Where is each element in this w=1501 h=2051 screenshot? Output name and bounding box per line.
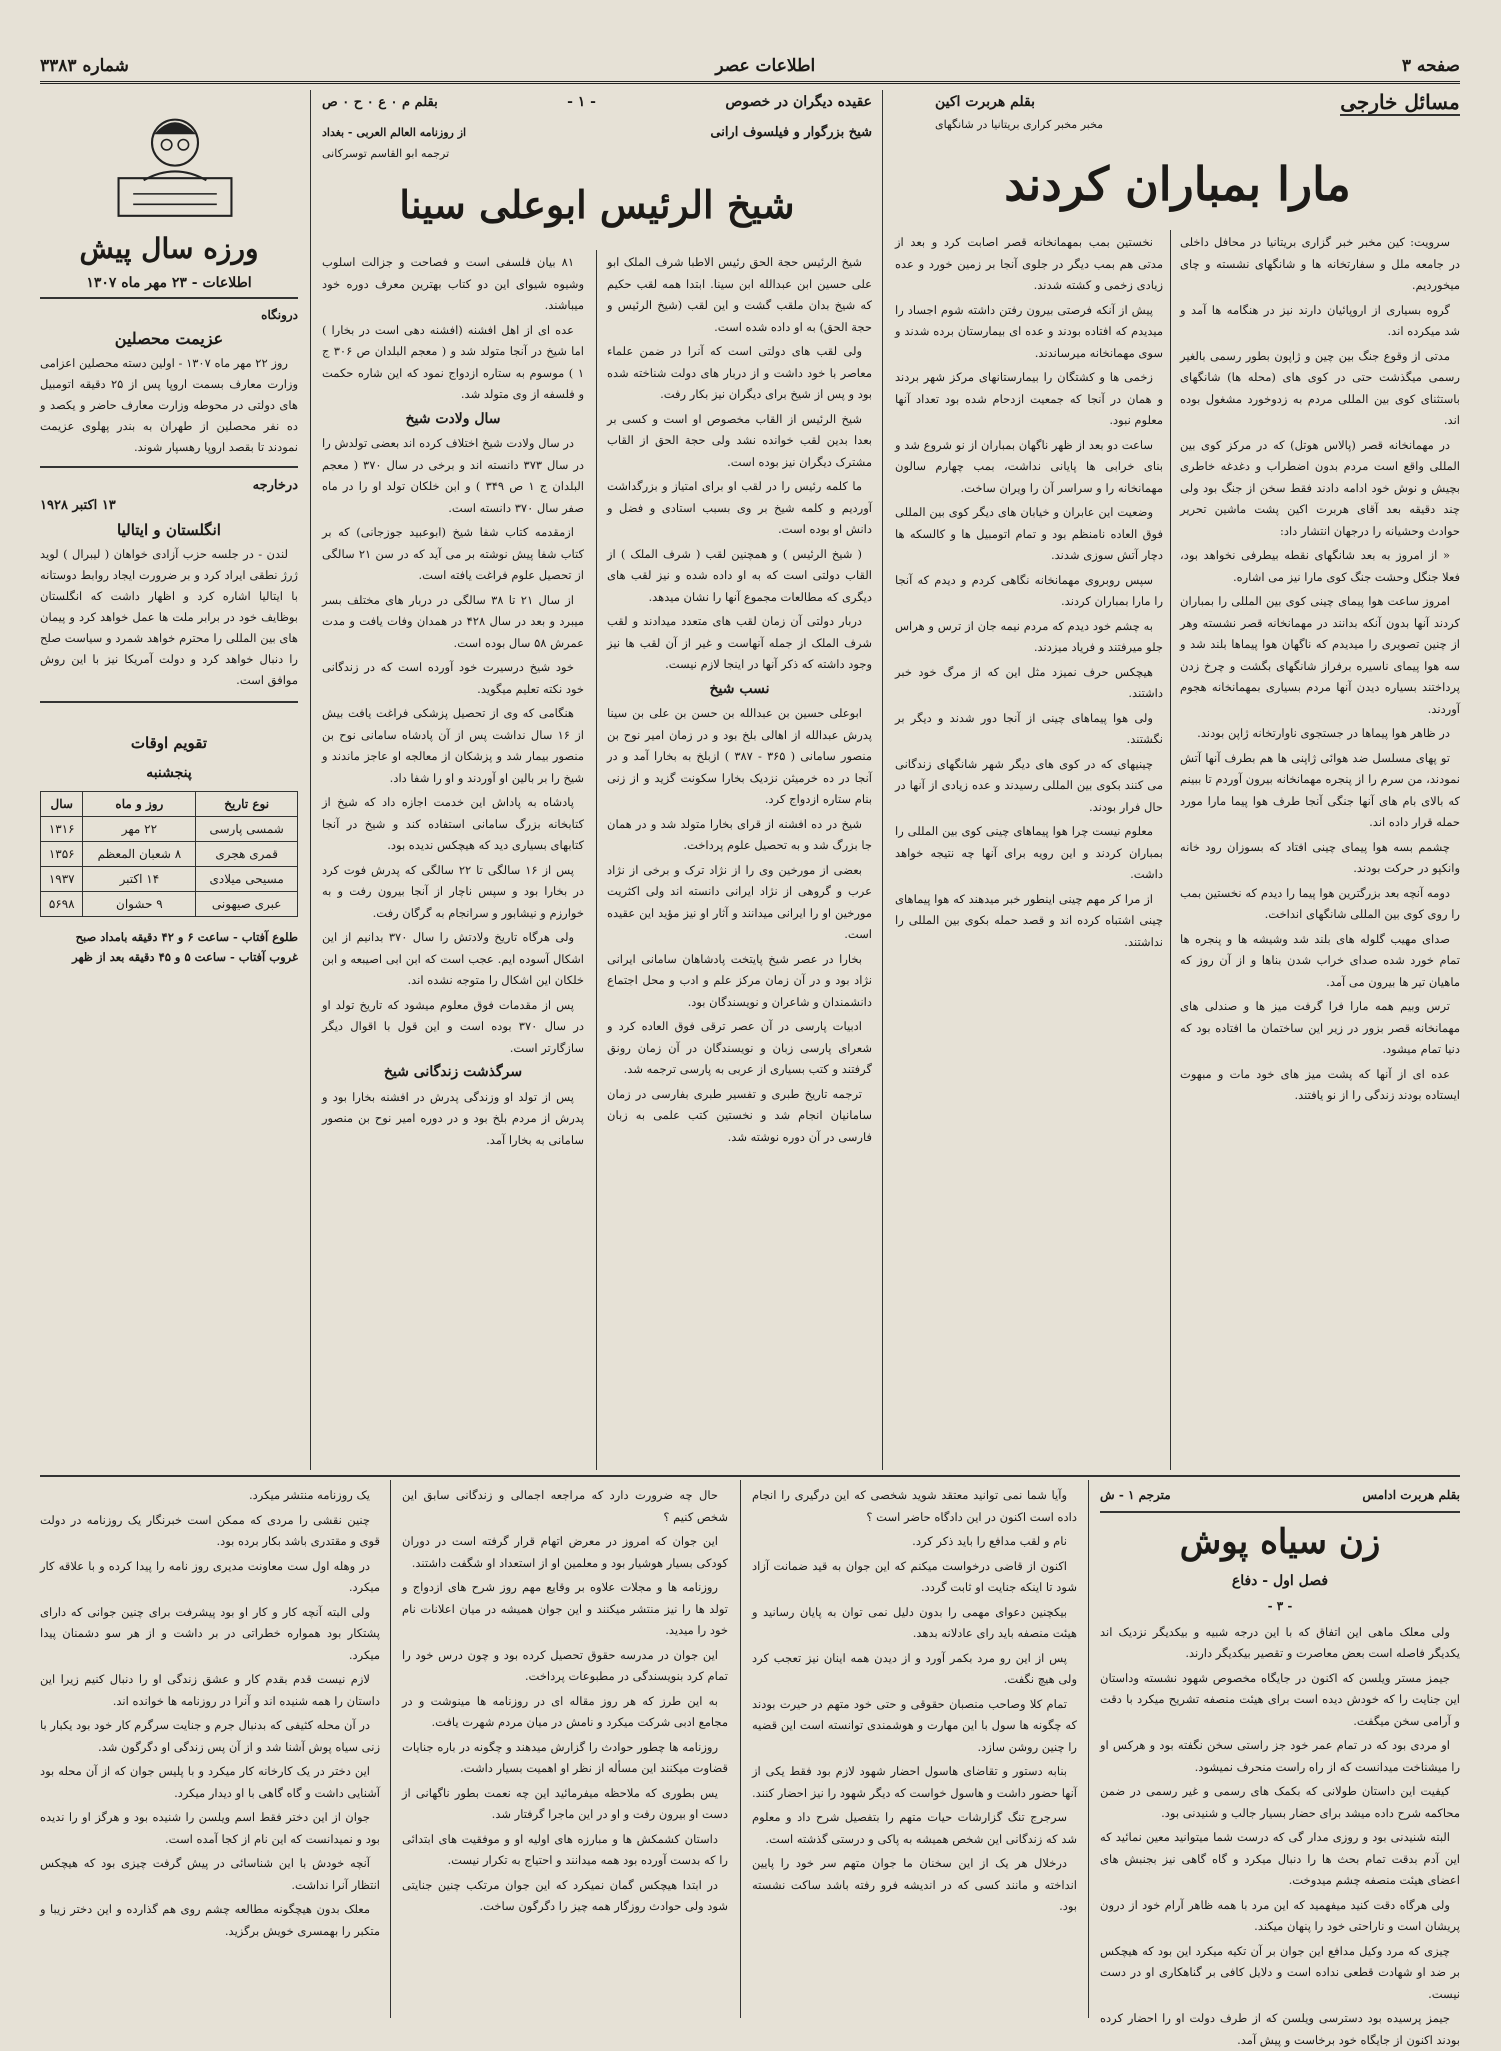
paragraph: بخارا در عصر شیخ پایتخت پادشاهان سامانی ایرانی نژاد بود و در آن زمان مرکز علم و ادب و محل اجتماع دانشمندان و شاعران و نویسندگان بود. [607,949,872,1014]
paragraph: شیخ الرئیس حجة الحق رئیس الاطبا شرف الملک ابو علی حسین ابن عبدالله ابن سینا. ابتدا همه لقب حکیم که شیخ بدان ملقب گشت و این لقب (شیخ الرئیس و حجة الحق) به او داده شده است. [607,252,872,338]
paragraph: سرویت: کین مخبر خبر گزاری بریتانیا در محافل داخلی در جامعه ملل و سفارتخانه ها و شانگهای نشسته و چای میخوردیم. [1180,232,1460,297]
divider [40,701,298,703]
column-rule [1170,230,1171,1470]
table-cell: مسیحی میلادی [196,867,298,892]
avicenna-column-a [607,252,872,1470]
divider [40,466,298,468]
column-header: نوع تاریخ [196,792,298,817]
column-header: سال [41,792,83,817]
serial-text [1100,1622,1460,2051]
column-rule [596,250,597,1470]
paragraph: نام و لقب مدافع را باید ذکر کرد. [752,1531,1077,1553]
paragraph: ولی هوا پیماهای چینی از آنجا دور شدند و دیگر بر نگشتند. [895,708,1163,751]
paragraph: پس از تولد او وزندگی پدرش در افشنه بخارا بود و پدرش از مردم بلخ بود و در دوره امیر نوح بن منصور سامانی به بخارا آمد. [322,1087,584,1152]
item-body: لندن - در جلسه حزب آزادی خواهان ( لیبرال ) لوید ژرژ نطقی ایراد کرد و بر ضرورت ایجاد روابط دوستانه با ایتالیا اشاره کرد و اظهار داشت که انگلستان بوظایف خود در برابر ملت ها عمل خواهد کرد و پیمان های بین المللی را محترم خواهد شمرد و سیاست صلح را دنبال خواهد کرد و دولت آمریکا نیز با این روش موافق است. [40,544,298,691]
headline: مارا بمباران کردند [895,149,1460,219]
table-cell: عبری صیهونی [196,892,298,917]
paragraph: سال ولادت شیخ [322,409,584,431]
paragraph: سرجرج تنگ گزارشات حیات متهم را بتفصیل شرح داد و معلوم شد که زندگانی این شخص همیشه به پاکی و درستی گذشته است. [752,1807,1077,1850]
sidebar-header: ورزه سال پیش [40,225,298,273]
paragraph: دربار دولتی آن زمان لقب های متعدد میدادند و لقب شرف الملک از جمله آنهاست و غیر از آن لقب ها نیز وجود داشته که ذکر آنها در اینجا لازم نیست. [607,611,872,676]
paragraph: این جوان که امروز در معرض اتهام قرار گرفته است در دوران کودکی بسیار هوشیار بود و معلمین او از استعداد او شگفت داشتند. [402,1531,728,1574]
column-rule [882,90,883,1470]
table-cell: ۵۶۹۸ [41,892,83,917]
item-date: ۱۳ اکتبر ۱۹۲۸ [40,496,298,516]
paragraph: شیخ الرئیس از القاب مخصوص او است و کسی بر بعدا بدین لقب خوانده نشد ولی حجة الحق از القاب مشترک دیگران نیز بوده است. [607,409,872,474]
paragraph: روزنامه ها و مجلات علاوه بر وقایع مهم روز شرح های ازدواج و تولد ها را نیز منتشر میکنند و این جوان همیشه در میان اعلانات نام خود را میدید. [402,1577,728,1642]
part-number: - ۱ - [567,92,596,114]
paragraph: چینیهای که در کوی های دیگر شهر شانگهای زندگانی می کنند بکوی بین المللی رسیدند و عده زیادی از آنها در حال فرار بودند. [895,754,1163,819]
paragraph: تمام کلا وصاحب منصبان حقوقی و حتی خود متهم در حیرت بودند که چگونه ها سول با این مهارت و هوشمندی توانسته است این قضیه را چنین روشن سازد. [752,1694,1077,1759]
paragraph: این جوان در مدرسه حقوق تحصیل کرده بود و چون درس خود را تمام کرد بنویسندگی در مطبوعات پرداخت. [402,1645,728,1688]
paragraph: پس از ۱۶ سالگی تا ۲۲ سالگی که پدرش فوت کرد در بخارا بود و سپس ناچار از آنجا بیرون رفت و به خوارزم و نیشابور و سرانجام به گرگان رفت. [322,860,584,925]
paragraph: « از امروز به بعد شانگهای نقطه بیطرفی نخواهد بود، فعلا جنگل وحشت جنگ کوی مارا نیز می اشاره. [1180,545,1460,588]
paragraph: جیمز پرسیده بود دسترسی ویلسن که از طرف دولت او را احضار کرده بودند اکنون از جایگاه خود برخاست و پیش آمد. [1100,2008,1460,2051]
serial-column-3 [402,1485,728,2018]
table-cell: ۱۴ اکتبر [83,867,196,892]
paragraph: در مهمانخانه قصر (پالاس هوتل) که در مرکز کوی بین المللی واقع است مردم بدون اضطراب و دغدغه خاطری بچیش و نوش خود ادامه دادند فقط سخن از جنگ بود ولی چند دقیقه بعد آقای هربرت اکین پشت ماشین تحریر حوادث وحشیانه را درجهان انتشار داد: [1180,435,1460,543]
section-title: مسائل خارجی [1340,92,1460,116]
paragraph: ولی هرگاه دقت کنید میفهمید که این مرد با همه ظاهر آرام خود از درون پریشان است و ناراحتی خود را پنهان میکند. [1100,1895,1460,1938]
paragraph: از سال ۲۱ تا ۳۸ سالگی در دربار های مختلف بسر میبرد و بعد در سال ۴۲۸ در همدان وفات یافت و مدت عمرش ۵۸ سال بوده است. [322,590,584,655]
kicker-secondary: شیخ بزرگوار و فیلسوف ارانی [710,122,872,165]
paragraph: ولی البته آنچه کار و کار او بود پیشرفت برای چنین جوانی که دارای پشتکار بود همواره خطراتی در بر داشت و از هر سو دشمنان پیدا میکرد. [40,1602,380,1667]
paragraph: ترجمه تاریخ طبری و تفسیر طبری بفارسی در زمان سامانیان انجام شد و نخستین کتب علمی به زبان فارسی در آن دوره نوشته شد. [607,1084,872,1149]
paragraph: پادشاه به پاداش این خدمت اجازه داد که شیخ از کتابخانه بزرگ سامانی استفاده کند و شیخ در آنجا کتابهای بسیاری دید که هیچکس ندیده بود. [322,792,584,857]
paragraph: آنچه خودش با این شناسائی در پیش گرفت چیزی بود که هیچکس انتظار آنرا نداشت. [40,1853,380,1896]
newspaper-name: اطلاعات عصر [715,56,815,76]
paragraph: دومه آنچه بعد بزرگترین هوا پیما را دیدم که نخستین بمب را روی کوی بین المللی شانگهای انداخت. [1180,883,1460,926]
issue-number: شماره ۳۳۸۳ [40,56,129,76]
paragraph: ادبیات پارسی در آن عصر ترقی فوق العاده کرد و شعرای پارسی زبان و نویسندگان در آن زمان رونق گرفتند و کتب بسیاری از عربی به پارسی ترجمه شد. [607,1016,872,1081]
column-rule [390,1480,391,2018]
paragraph: چیزی که مرد وکیل مدافع این جوان بر آن تکیه میکرد این بود که هیچکس بر ضد او شهادت قطعی نداده است و دلایل کافی بر گناهکاری او در دست نیست. [1100,1941,1460,2006]
paragraph: در وهله اول ست معاونت مدیری روز نامه را پیدا کرده و با علاقه کار میکرد. [40,1556,380,1599]
paragraph: چنین نقشی را مردی که ممکن است خبرنگار یک روزنامه در دولت قوی و مقتدری باشد بکار برده بود. [40,1510,380,1553]
paragraph: صدای مهیب گلوله های بلند شد وشیشه ها و پنجره ها تمام خورد شده صدای خراب شدن بناها و از آن روز که ماهیان تیر ها بیرون می آمد. [1180,929,1460,994]
avicenna-column-b [322,252,584,1470]
paragraph: ازمقدمه کتاب شفا شیخ (ابوعبید جوزجانی) که بر کتاب شفا پیش نوشته بر می آید که در سن ۲۱ سالگی از تحصیل علوم فراغت یافته است. [322,522,584,587]
sidebar [40,225,298,1470]
foreign-text [895,232,1163,953]
table-cell: ۱۹۳۷ [41,867,83,892]
paragraph: خود شیخ درسیرت خود آورده است که در زندگانی خود نکته تعلیم میگوید. [322,657,584,700]
paragraph: زخمی ها و کشتگان را بیمارستانهای مرکز شهر بردند و همان در آنجا که جمعیت ازدحام شده بود تعداد آنها معلوم نبود. [895,367,1163,432]
paragraph: ۸۱ بیان فلسفی است و فصاحت و جزالت اسلوب وشیوه شیوای این دو کتاب بهترین معرف دوره خود میباشند. [322,252,584,317]
kicker: عقیده دیگران در خصوص [725,92,872,114]
part-number: - ۳ - [1100,1596,1460,1618]
chapter-title: فصل اول - دفاع [1100,1571,1460,1593]
paragraph: یس بطوری که ملاحظه میفرمائید این چه نعمت بطور ناگهانی از دست او بیرون رفت و او در این ماجرا گرفتار شد. [402,1783,728,1826]
byline: بقلم هربرت اکین [935,92,1103,114]
paragraph: ولی هرگاه تاریخ ولادتش را سال ۳۷۰ بدانیم از این اشکال آسوده ایم. عجب است که ابن ابی اصیبعه و ابن خلکان این اشکال را متوجه نشده اند. [322,927,584,992]
table-cell: قمری هجری [196,842,298,867]
sunrise-time: طلوع آفتاب - ساعت ۶ و ۴۲ دقیقه بامداد صبح [40,927,298,947]
paragraph: لازم نیست قدم بقدم کار و عشق زندگی او را دنبال کنیم زیرا این داستان را همه شنیده اند و آنرا در روزنامه ها خوانده اند. [40,1669,380,1712]
column-rule [1088,1480,1089,2018]
table-cell: ۱۳۱۶ [41,817,83,842]
paragraph: در ظاهر هوا پیماها در جستجوی ناوارتخانه ژاپن بودند. [1180,723,1460,745]
table-cell: ۲۲ مهر [83,817,196,842]
avicenna-text [322,252,584,1151]
paragraph: هیچکس حرف نمیزد مثل این که از مرگ خود خبر داشتند. [895,662,1163,705]
paragraph: عده ای از اهل افشنه (افشنه دهی است در بخارا ) اما شیخ در آنجا متولد شد و ( معجم البلدان ص ۳۰۶ ج ۱ ) موسوم به ستاره ازدواج نمود که این شاره حکمت و فلسفه از وی متولد شد. [322,320,584,406]
paragraph: در سال ولادت شیخ اختلاف کرده اند بعضی تولدش را در سال ۳۷۳ دانسته اند و برخی در سال ۳۷۰ ( معجم البلدان ج ۱ ص ۳۴۹ ) و ابن خلکان تولد او را در ماه صفر سال ۳۷۰ دانسته است. [322,433,584,519]
table-cell: ۸ شعبان المعظم [83,842,196,867]
calendar-title: تقویم اوقات [40,733,298,753]
paragraph: این دختر در یک کارخانه کار میکرد و با پلیس جوان که از آن محله بود آشنایی داشت و گاه گاهی با او دیدار میکرد. [40,1761,380,1804]
paragraph: درخلال هر یک از این سخنان ما جوان متهم سر خود را پایین انداخته و مانند کسی که در اندیشه فرو رفته باشد ساکت نشسته بود. [752,1853,1077,1918]
paragraph: تو پهای مسلسل ضد هوائی ژاپنی ها هم بطرف آنها آتش نمودند، من سرم را از پنجره مهمانخانه بیرون آوردم تا ببینم که بالای بام های آنها جنگی آنجا طرف هوا پیما مارا مورد حمله قرار داده اند. [1180,748,1460,834]
calendar-day: پنجشنبه [40,763,298,783]
paragraph: حال چه ضرورت دارد که مراجعه اجمالی و زندگانی سابق این شخص کنیم ؟ [402,1485,728,1528]
paragraph: به چشم خود دیدم که مردم نیمه جان از ترس و هراس جلو میرفتند و فریاد میزدند. [895,616,1163,659]
paragraph: کیفیت این داستان طولانی که بکمک های رسمی و غیر رسمی در ضمن محاکمه شرح داده میشد برای حضار بسیار جالب و شنیدنی بود. [1100,1781,1460,1824]
paragraph: عده ای از آنها که پشت میز های خود مات و مبهوت ایستاده بودند زندگی را از نو یافتند. [1180,1064,1460,1107]
portrait-illustration [110,105,240,220]
paragraph: هنگامی که وی از تحصیل پزشکی فراغت یافت بیش از ۱۶ سال نداشت پس از آن پادشاه سامانی نوح بن منصور بیمار شد و پزشکان از معالجه او عاجز ماندند و شیخ را بر بالین او آوردند و او را شفا داد. [322,703,584,789]
foreign-column-left [895,232,1163,1470]
paragraph: وضعیت این عابران و خیابان های دیگر کوی بین المللی فوق العاده نامنظم بود و تمام اتومبیل ها و کالسکه ها دچار آتش سوزی شدند. [895,502,1163,567]
paragraph: ولی لقب های دولتی است که آنرا در ضمن علماء معاصر با خود داشت و از دربار های دولت شناخته شده بود و پس از شیخ برای دیگران نیز بکار رفت. [607,341,872,406]
serial-text [402,1485,728,1918]
paragraph: ابوعلی حسین بن عبدالله بن حسن بن علی بن سینا پدرش عبدالله از اهالی بلخ بود و در زمان امیر نوح بن منصور سامانی ( ۳۶۵ - ۳۸۷ ) ازبلخ به بخارا آمد و در آنجا در ده خرمیثن نزدیک بخارا سکونت گزید و از زنی بنام ستاره ازدواج کرد. [607,703,872,811]
serial-headline: زن سیاه پوش [1100,1517,1460,1567]
paragraph: شیخ در ده افشنه از قرای بخارا متولد شد و در همان جا بزرگ شد و به تحصیل علوم پرداخت. [607,814,872,857]
paragraph: سپس روبروی مهمانخانه نگاهی کردم و دیدم که آنجا را مارا بمباران کردند. [895,570,1163,613]
item-title: انگلستان و ایتالیا [40,520,298,540]
section-label: درخارجه [40,476,298,496]
paragraph: ما کلمه رئیس را در لقب او برای امتیاز و بزرگداشت آوردیم و کلمه شیخ بر وی بسبب استادی و فضل و دانش او بوده است. [607,476,872,541]
paragraph: بیکچنین دعوای مهمی را بدون دلیل نمی توان به پایان رسانید و هیئت منصفه باید رای عادلانه بدهد. [752,1602,1077,1645]
paragraph: ولی معلک ماهی این اتفاق که با این درجه شبیه و بیکدیگر نزدیک اند یکدیگر فاصله است بعض معاصرت و تقصیر بیکدیگر دارند. [1100,1622,1460,1665]
paragraph: داستان کشمکش ها و مبارزه های اولیه او و موفقیت های ابتدائی را که بدست آورده بود همه میدانند و احتیاج به تکرار نیست. [402,1829,728,1872]
paragraph: چشمم بسه هوا پیمای چینی افتاد که بسوزان رود خانه وانکپو در حرکت بودند. [1180,837,1460,880]
calendar-table [40,791,298,917]
translator: مترجم ۱ - ش [1100,1485,1171,1507]
translator: ترجمه ابو القاسم توسرکانی [322,143,466,165]
sidebar-date: اطلاعات - ۲۳ مهر ماه ۱۳۰۷ [40,273,298,299]
paragraph: او مردی بود که در تمام عمر خود جز راستی سخن نگفته بود و هرکس او را میشناخت میدانست که از راه راست منحرف نمیشود. [1100,1735,1460,1778]
section-label: درونگاه [40,305,298,325]
serial-column-2 [752,1485,1077,2018]
item-title: عزیمت محصلین [40,329,298,349]
paragraph: ساعت دو بعد از ظهر ناگهان بمباران از نو شروع شد و بنای خرابی ها پایانی نداشت، بمب چهارم سالون مهمانخانه را و سراسر آن را ویران ساخت. [895,435,1163,500]
avicenna-text [607,252,872,1148]
paragraph: پیش از آنکه فرصتی بیرون رفتن داشته شوم اجساد را میدیدم که افتاده بودند و عده ای بیمارستان برده شدند و سوی مهمانخانه میرساندند. [895,300,1163,365]
column-header: روز و ماه [83,792,196,817]
paragraph: اکنون از قاضی درخواست میکنم که این جوان به قید ضمانت آزاد شود تا اینکه جنایت او ثابت گردد. [752,1556,1077,1599]
source: از روزنامه العالم العربی - بغداد [322,122,466,144]
paragraph: گروه بسیاری از اروپائیان دارند نیز در هنگامه ها آمد و شد میکرده اند. [1180,300,1460,343]
newspaper-page [40,50,1460,2018]
subtitle: مخبر مخبر کراری بریتانیا در شانگهای [935,114,1103,136]
paragraph: به این طرز که هر روز مقاله ای در روزنامه ها مینوشت و در مجامع ادبی شرکت میکرد و نامش در میان مردم شهرت یافت. [402,1691,728,1734]
table-cell: شمسی پارسی [196,817,298,842]
paragraph: ترس وبیم همه مارا فرا گرفت میز ها و صندلی های مهمانخانه قصر بزور در زیر این ساختمان ما افتاده بود که دنیا تمام میشود. [1180,996,1460,1061]
paragraph: جیمز مستر ویلسن که اکنون در جایگاه مخصوص شهود نشسته وداستان این جنایت را که خودش دیده است برای هیئت منصفه تشریح میکرد با دقت و آرامی سخن میگفت. [1100,1668,1460,1733]
headline: شیخ الرئیس ابوعلی سینا [322,173,872,237]
paragraph: پس از مقدمات فوق معلوم میشود که تاریخ تولد او در سال ۳۷۰ بوده است و این قول با اقوال دیگر سازگارتر است. [322,995,584,1060]
table-row [41,892,298,917]
serial-column-4 [40,1485,380,2018]
table-row [41,817,298,842]
paragraph: از مرا کر مهم چینی اینطور خبر میدهند که هوا پیماهای چینی اشتباه کرده اند و قصد حمله بکوی بین المللی را نداشتند. [895,889,1163,954]
column-rule [310,90,311,1470]
table-cell: ۱۳۵۶ [41,842,83,867]
column-rule [740,1480,741,2018]
foreign-column-right [1180,232,1460,1470]
paragraph: معلک بدون هیچگونه مطالعه چشم روی هم گذارده و این دختر زیبا و متکبر را بهمسری خویش برگزید. [40,1899,380,1942]
paragraph: در آن محله کثیفی که بدنبال جرم و جنایت سرگرم کار خود بود یکبار با زنی سیاه پوش آشنا شد و از آن پس زندگی او دگرگون شد. [40,1715,380,1758]
foreign-header [895,92,1460,232]
table-header-row [41,792,298,817]
paragraph: پس از این رو مرد بکمر آورد و از دیدن همه اینان نیز تعجب کرد ولی هیچ نگفت. [752,1648,1077,1691]
sunset-time: غروب آفتاب - ساعت ۵ و ۴۵ دقیقه بعد از ظهر [40,947,298,967]
byline: بقلم هربرت ادامس [1362,1485,1460,1507]
paragraph: مدتی از وقوع جنگ بین چین و ژاپون بطور رسمی بالغیر رسمی میگذشت حتی در کوی های (محله ها) شانگهای باستثنای کوی بین المللی مردم به زدوخورد مشغول بوده اند. [1180,346,1460,432]
serial-text [40,1485,380,1942]
divider [1100,1511,1460,1513]
paragraph: نسب شیخ [607,679,872,701]
byline: بقلم م ٠ ع ٠ ح ٠ ص [322,92,438,114]
table-cell: ۹ حشوان [83,892,196,917]
paragraph: معلوم نیست چرا هوا پیماهای چینی کوی بین المللی را بمباران کردند و این رویه برای آنها چه نتیجه خواهد داشت. [895,821,1163,886]
paragraph: یک روزنامه منتشر میکرد. [40,1485,380,1507]
serial-text [752,1485,1077,1918]
paragraph: سرگذشت زندگانی شیخ [322,1062,584,1084]
table-row [41,867,298,892]
paragraph: امروز ساعت هوا پیمای چینی کوی بین المللی را بمباران کردند آنها بدون آنکه بدانند در مهمانخانه قصر نشسته وهر از چنین تصویری را میدیدم که ناگهان هوا پیماها بلند شد و سه هوا پیمای ناسیره برفراز شانگهای بگشت و چرخ زدن پرداختند بسیاره دیدن آنها مردم بسیاری بمهمانخانه هجوم آوردند. [1180,591,1460,720]
paragraph: در ابتدا هیچکس گمان نمیکرد که این جوان مرتکب چنین جنایتی شود ولی حوادث روزگار همه چیز را دگرگون ساخت. [402,1875,728,1918]
section-divider [40,1475,1460,1477]
paragraph: وآیا شما نمی توانید معتقد شوید شخصی که این درگیری را انجام داده است اکنون در این دادگاه حاضر است ؟ [752,1485,1077,1528]
paragraph: ( شیخ الرئیس ) و همچنین لقب ( شرف الملک ) از القاب دولتی است که به او داده شده و نیز لقب های دیگری که مطالعات مجموع آنها را نشان میدهد. [607,544,872,609]
paragraph: بنابه دستور و تقاضای هاسول احضار شهود لازم بود فقط یکی از آنها حضور داشت و هاسول خواست که دیگر شهود را نیز احضار کنند. [752,1761,1077,1804]
table-row [41,842,298,867]
paragraph: بعضی از مورخین وی را از نژاد ترک و برخی از نژاد عرب و گروهی از نژاد ایرانی دانسته اند ولی اکثریت مورخین او را ایرانی میدانند و آثار او نیز مؤید این عقیده است. [607,860,872,946]
foreign-text [1180,232,1460,1107]
masthead [40,50,1460,84]
avicenna-header [322,92,872,242]
paragraph: نخستین بمب بمهمانخانه قصر اصابت کرد و بعد از مدتی هم بمب دیگر در جلوی آنجا بر زمین خورد و عده زیادی زخمی و کشته شدند. [895,232,1163,297]
page-number: صفحه ۳ [1402,56,1460,76]
paragraph: البته شنیدنی بود و روزی مدار گی که درست شما میتوانید معین نمائید که این آدم بدقت تمام بحث ها را دنبال میکرد و گاه گاهی نیز بجنبش های اعضای هیئت منصفه چشم میدوخت. [1100,1827,1460,1892]
item-body: روز ۲۲ مهر ماه ۱۳۰۷ - اولین دسته محصلین اعزامی وزارت معارف بسمت اروپا پس از ۲۵ دقیقه اتومبیل های دولتی در محوطه وزارت معارف حاضر و یکصد و ده نفر محصلین از طهران به بندر پهلوی عزیمت نمودند تا بقصد اروپا رهسپار شوند. [40,353,298,458]
serial-column-1 [1100,1485,1460,2018]
paragraph: روزنامه ها چطور حوادث را گزارش میدهند و چگونه در باره جنایات قضاوت میکنند این مسأله از نظر او اهمیت بسیار داشت. [402,1737,728,1780]
paragraph: جوان از این دختر فقط اسم ویلسن را شنیده بود و هرگز او را ندیده بود و نمیدانست که این نام از کجا آمده است. [40,1807,380,1850]
